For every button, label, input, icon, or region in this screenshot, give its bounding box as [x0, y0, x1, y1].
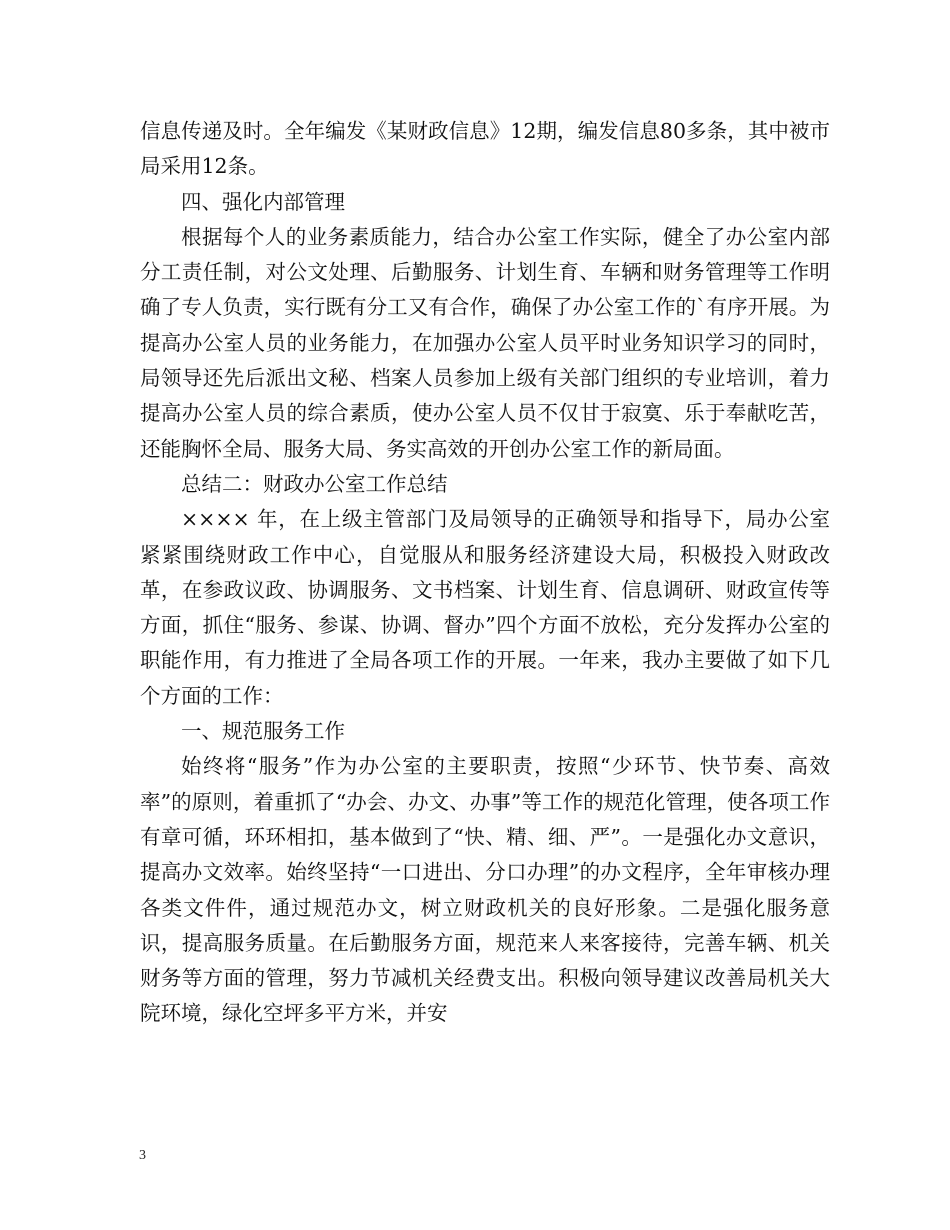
paragraph-4: 始终将“服务”作为办公室的主要职责，按照“少环节、快节奏、高效率”的原则，着重抓了“办会、办文、办事”等工作的规范化管理，使各项工作有章可循，环环相扣，基本做到了“快、精、细、严”。一是强化办文意识，提高办文效率。始终坚持“一口进出、分口办理”的办文程序，全年审核办理各类文件件，通过规范办文，树立财政机关的良好形象。二是强化服务意识，提高服务质量。在后勤服务方面，规范来人来客接待，完善车辆、机关财务等方面的管理，努力节减机关经费支出。积极向领导建议改善局机关大院环境，绿化空坪多平方米，并安 [140, 754, 830, 1026]
section-heading-1: 一、规范服务工作 [181, 719, 345, 744]
paragraph-3: ×××× 年，在上级主管部门及局领导的正确领导和指导下，局办公室紧紧围绕财政工作中心，自觉服从和服务经济建设大局，积极投入财政改革，在参政议政、协调服务、文书档案、计划生育、信息调研、财政宣传等方面，抓住“服务、参谋、协调、督办”四个方面不放松，充分发挥办公室的职能作用，有力推进了全局各项工作的开展。一年来，我办主要做了如下几个方面的工作： [140, 507, 830, 708]
page-number: 3 [139, 1148, 146, 1163]
paragraph-2: 根据每个人的业务素质能力，结合办公室工作实际，健全了办公室内部分工责任制，对公文处理、后勤服务、计划生育、车辆和财务管理等工作明确了专人负责，实行既有分工又有合作，确保了办公室工作的`有序开展。为提高办公室人员的业务能力，在加强办公室人员平时业务知识学习的同时，局领导还先后派出文秘、档案人员参加上级有关部门组织的专业培训，着力提高办公室人员的综合素质，使办公室人员不仅甘于寂寞、乐于奉献吃苦，还能胸怀全局、服务大局、务实高效的开创办公室工作的新局面。 [140, 224, 830, 461]
summary-heading-2: 总结二：财政办公室工作总结 [181, 471, 448, 496]
section-heading-4: 四、强化内部管理 [181, 189, 345, 214]
paragraph-1: 信息传递及时。全年编发《某财政信息》12期，编发信息80多条，其中被市局采用12条。 [140, 119, 830, 179]
document-body [140, 114, 830, 1032]
